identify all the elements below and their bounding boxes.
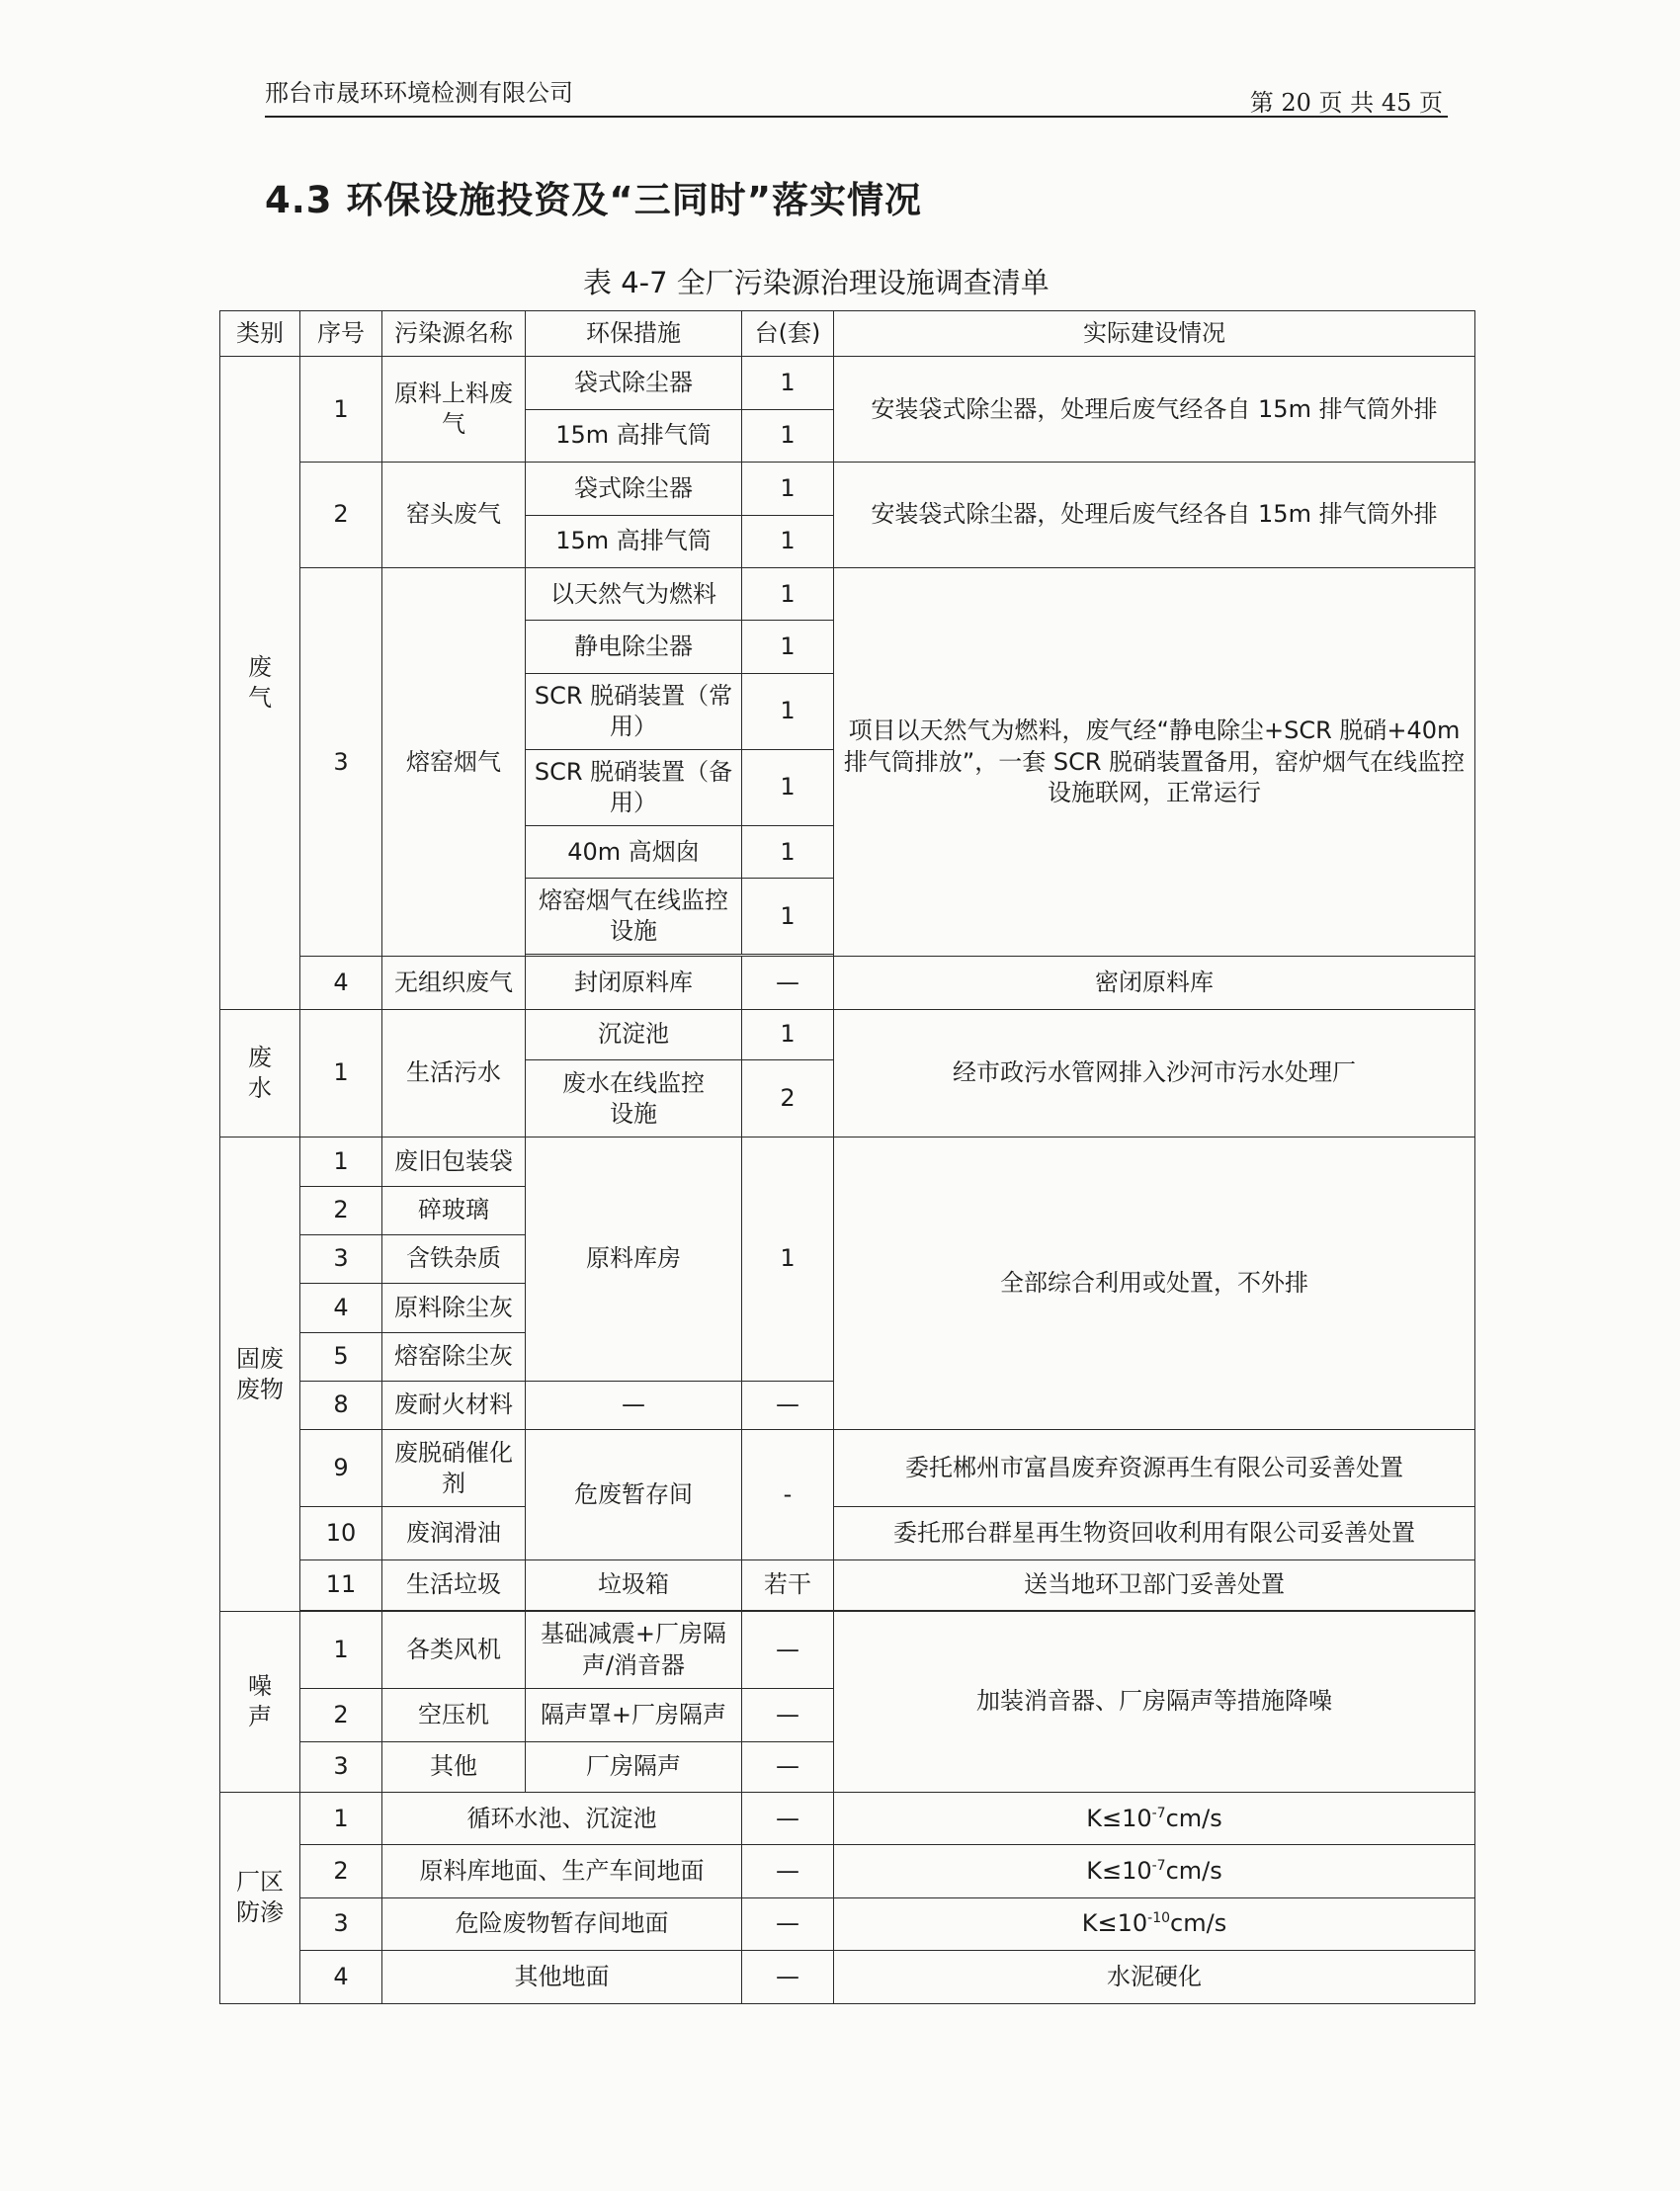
status-cell: 全部综合利用或处置，不外排 <box>834 1138 1475 1430</box>
category-cell: 废水 <box>220 1009 300 1137</box>
row-no: 4 <box>300 957 382 1009</box>
row-no: 3 <box>300 1741 382 1792</box>
source-name: 废旧包装袋 <box>382 1138 526 1186</box>
page-mid: 页 共 <box>1318 89 1375 117</box>
measure-cell: 垃圾箱 <box>526 1559 742 1610</box>
table-row <box>220 1612 1475 1689</box>
header-rule <box>265 116 1448 118</box>
row-no: 2 <box>300 463 382 568</box>
row-no: 1 <box>300 1792 382 1844</box>
qty-cell: 1 <box>742 621 834 673</box>
row-no: 10 <box>300 1507 382 1559</box>
source-name: 熔窑除尘灰 <box>382 1332 526 1381</box>
source-name: 碎玻璃 <box>382 1186 526 1234</box>
measure-cell: — <box>526 1381 742 1429</box>
pollution-facilities-table <box>219 310 1475 2004</box>
measure-cell: 静电除尘器 <box>526 621 742 673</box>
row-no: 1 <box>300 1009 382 1137</box>
k-base: K≤10 <box>1081 1909 1148 1938</box>
row-no: 3 <box>300 1234 382 1283</box>
measure-cell: 40m 高烟囱 <box>526 825 742 878</box>
source-name: 熔窑烟气 <box>382 567 526 956</box>
measure-cell: 15m 高排气筒 <box>526 409 742 462</box>
source-name: 原料除尘灰 <box>382 1284 526 1332</box>
row-no: 3 <box>300 1897 382 1950</box>
measure-cell: 熔窑烟气在线监控设施 <box>526 879 742 955</box>
qty-cell: 1 <box>742 1009 834 1059</box>
measure-cell: 隔声罩+厂房隔声 <box>526 1689 742 1741</box>
table-row <box>220 957 1475 1009</box>
measure-cell: 厂房隔声 <box>526 1741 742 1792</box>
page-indicator <box>1250 83 1443 118</box>
row-no: 11 <box>300 1559 382 1610</box>
permeability-cell <box>834 1845 1475 1897</box>
qty-cell: 1 <box>742 463 834 515</box>
permeability-cell <box>834 1792 1475 1844</box>
row-no: 1 <box>300 357 382 463</box>
company-name: 邢台市晟环环境检测有限公司 <box>265 79 573 107</box>
table-row <box>220 357 1475 409</box>
qty-cell: 1 <box>742 1138 834 1382</box>
measure-cell: 以天然气为燃料 <box>526 567 742 620</box>
qty-cell: 若干 <box>742 1559 834 1610</box>
qty-cell: 1 <box>742 825 834 878</box>
category-cell: 噪声 <box>220 1612 300 1793</box>
source-name: 生活污水 <box>382 1009 526 1137</box>
status-cell: 密闭原料库 <box>834 957 1475 1009</box>
k-unit: cm/s <box>1165 1857 1222 1885</box>
category-cell: 厂区防渗 <box>220 1792 300 2003</box>
source-name: 废润滑油 <box>382 1507 526 1559</box>
table-caption: 表 4-7 全厂污染源治理设施调查清单 <box>583 266 1050 299</box>
table-row <box>220 1430 1475 1507</box>
page-total: 45 <box>1381 89 1412 117</box>
source-name: 生活垃圾 <box>382 1559 526 1610</box>
measure-cell: 原料库房 <box>526 1138 742 1382</box>
source-name: 废脱硝催化剂 <box>382 1430 526 1507</box>
measure-cell: 危废暂存间 <box>526 1430 742 1560</box>
qty-cell: — <box>742 1689 834 1741</box>
source-name: 其他 <box>382 1741 526 1792</box>
measure-cell: SCR 脱硝装置（备用） <box>526 749 742 825</box>
k-base: K≤10 <box>1086 1857 1152 1885</box>
header-qty: 台(套) <box>742 311 834 357</box>
status-cell: 经市政污水管网排入沙河市污水处理厂 <box>834 1009 1475 1137</box>
status-cell: 安装袋式除尘器，处理后废气经各自 15m 排气筒外排 <box>834 357 1475 463</box>
source-name: 空压机 <box>382 1689 526 1741</box>
qty-cell: 1 <box>742 357 834 409</box>
page-suffix: 页 <box>1419 89 1443 117</box>
table-row <box>220 1138 1475 1186</box>
header-status: 实际建设情况 <box>834 311 1475 357</box>
k-unit: cm/s <box>1170 1909 1227 1938</box>
status-cell: 项目以天然气为燃料，废气经“静电除尘+SCR 脱硝+40m 排气筒排放”，一套 SCR 脱硝装置备用，窑炉烟气在线监控设施联网，正常运行 <box>834 567 1475 956</box>
table-row <box>220 1009 1475 1059</box>
measure-cell: 沉淀池 <box>526 1009 742 1059</box>
table-row <box>220 1559 1475 1610</box>
row-no: 8 <box>300 1381 382 1429</box>
area-cell: 其他地面 <box>382 1951 742 2004</box>
measure-cell: SCR 脱硝装置（常用） <box>526 673 742 749</box>
page-current: 20 <box>1281 89 1311 117</box>
measure-cell: 封闭原料库 <box>526 957 742 1009</box>
qty-cell: 1 <box>742 515 834 567</box>
status-cell: 加装消音器、厂房隔声等措施降噪 <box>834 1612 1475 1793</box>
row-no: 3 <box>300 567 382 956</box>
header-no: 序号 <box>300 311 382 357</box>
qty-cell: 1 <box>742 673 834 749</box>
measure-cell: 袋式除尘器 <box>526 463 742 515</box>
table-header-row <box>220 311 1475 357</box>
k-exponent: -10 <box>1147 1910 1171 1927</box>
status-cell: 送当地环卫部门妥善处置 <box>834 1559 1475 1610</box>
area-cell: 循环水池、沉淀池 <box>382 1792 742 1844</box>
qty-cell: — <box>742 1897 834 1950</box>
qty-cell: — <box>742 1612 834 1689</box>
status-cell: 委托郴州市富昌废弃资源再生有限公司妥善处置 <box>834 1430 1475 1507</box>
table-row <box>220 567 1475 620</box>
source-name: 窑头废气 <box>382 463 526 568</box>
header-measure: 环保措施 <box>526 311 742 357</box>
section-title: 4.3 环保设施投资及“三同时”落实情况 <box>265 179 923 221</box>
row-no: 2 <box>300 1186 382 1234</box>
category-cell: 固废废物 <box>220 1138 300 1612</box>
qty-cell: — <box>742 957 834 1009</box>
qty-cell: — <box>742 1792 834 1844</box>
table-row <box>220 463 1475 515</box>
status-cell: 安装袋式除尘器，处理后废气经各自 15m 排气筒外排 <box>834 463 1475 568</box>
table-row <box>220 1897 1475 1950</box>
status-cell: 水泥硬化 <box>834 1951 1475 2004</box>
source-name: 废耐火材料 <box>382 1381 526 1429</box>
qty-cell: 1 <box>742 749 834 825</box>
source-name: 原料上料废气 <box>382 357 526 463</box>
row-no: 2 <box>300 1845 382 1897</box>
table-row <box>220 1792 1475 1844</box>
measure-cell: 废水在线监控设施 <box>526 1060 742 1138</box>
qty-cell: — <box>742 1381 834 1429</box>
k-exponent: -7 <box>1151 1858 1166 1874</box>
k-exponent: -7 <box>1151 1805 1166 1821</box>
row-no: 1 <box>300 1138 382 1186</box>
page-prefix: 第 <box>1249 89 1274 117</box>
header-category: 类别 <box>220 311 300 357</box>
area-cell: 危险废物暂存间地面 <box>382 1897 742 1950</box>
row-no: 5 <box>300 1332 382 1381</box>
measure-cell: 15m 高排气筒 <box>526 515 742 567</box>
qty-cell: 1 <box>742 567 834 620</box>
qty-cell: — <box>742 1951 834 2004</box>
status-cell: 委托邢台群星再生物资回收利用有限公司妥善处置 <box>834 1507 1475 1559</box>
qty-cell: - <box>742 1430 834 1560</box>
qty-cell: — <box>742 1845 834 1897</box>
qty-cell: 1 <box>742 879 834 955</box>
row-no: 2 <box>300 1689 382 1741</box>
source-name: 无组织废气 <box>382 957 526 1009</box>
row-no: 4 <box>300 1951 382 2004</box>
table-row <box>220 1951 1475 2004</box>
qty-cell: — <box>742 1741 834 1792</box>
permeability-cell <box>834 1897 1475 1950</box>
k-unit: cm/s <box>1165 1804 1222 1832</box>
row-no: 9 <box>300 1430 382 1507</box>
area-cell: 原料库地面、生产车间地面 <box>382 1845 742 1897</box>
source-name: 含铁杂质 <box>382 1234 526 1283</box>
table-row <box>220 1507 1475 1559</box>
source-name: 各类风机 <box>382 1612 526 1689</box>
table-row <box>220 1845 1475 1897</box>
qty-cell: 2 <box>742 1060 834 1138</box>
category-cell: 废气 <box>220 357 300 1010</box>
measure-cell: 基础减震+厂房隔声/消音器 <box>526 1612 742 1689</box>
k-base: K≤10 <box>1086 1804 1152 1832</box>
row-no: 1 <box>300 1612 382 1689</box>
header-source: 污染源名称 <box>382 311 526 357</box>
qty-cell: 1 <box>742 409 834 462</box>
measure-cell: 袋式除尘器 <box>526 357 742 409</box>
row-no: 4 <box>300 1284 382 1332</box>
